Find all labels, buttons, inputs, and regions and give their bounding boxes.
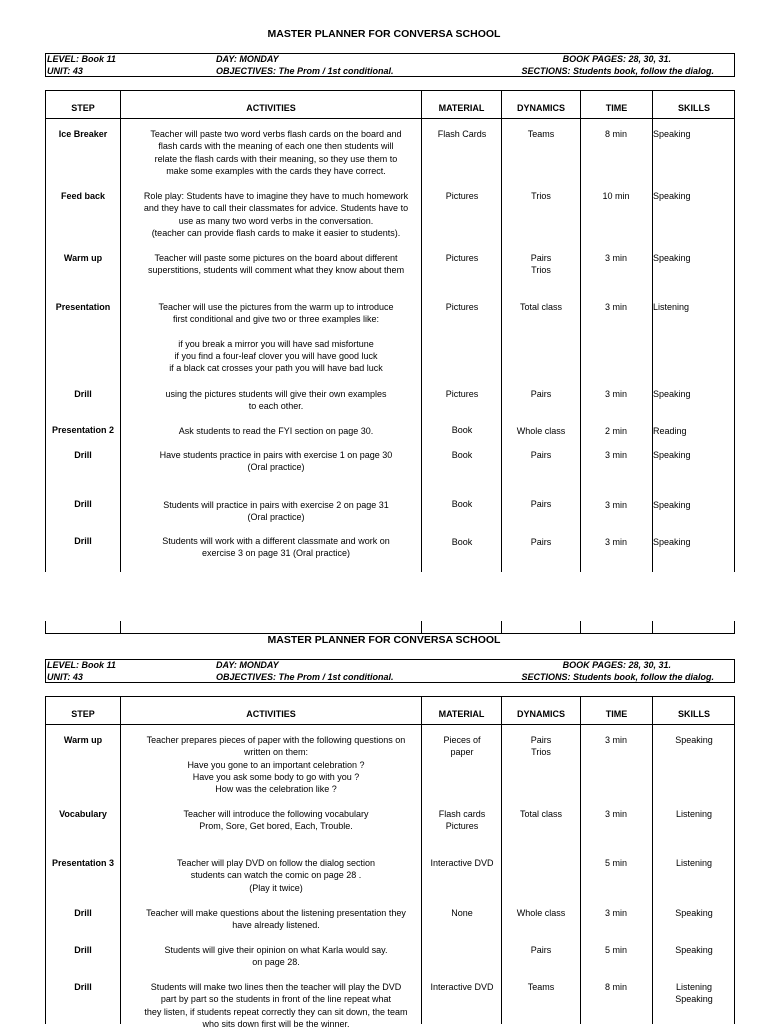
- row-skills: Listening: [675, 809, 713, 819]
- row-dynamics: Total class: [519, 302, 563, 312]
- row-dynamics: Pairs: [530, 450, 552, 460]
- row-material: Interactive DVD: [430, 982, 494, 992]
- row-activities: Role play: Students have to imagine they have to much homework and they have to call their classmates for advice. Students have to use as many two word verbs in the conversation. (teacher can provide flash cards to make it easier to students).: [143, 191, 409, 238]
- row-activities: Teacher will use the pictures from the warm up to introduce first conditional and give two or three examples like: if you break a mirror you will have sad misfortune if you find a four-leaf clover you will have good luck if a black cat crosses your path you will have bad luck: [158, 302, 394, 374]
- row-time: 3 min: [604, 537, 627, 547]
- level-label: LEVEL: Book 11: [47, 54, 116, 64]
- row-activities: Ask students to read the FYI section on page 30.: [178, 426, 374, 436]
- row-step: Presentation 2: [51, 425, 115, 435]
- objectives-label: OBJECTIVES: The Prom / 1st conditional.: [216, 66, 394, 76]
- level-label: LEVEL: Book 11: [47, 660, 116, 670]
- row-dynamics: Pairs Trios: [530, 735, 552, 758]
- planner-1-info-box: [45, 53, 735, 77]
- row-material: Book: [451, 425, 473, 435]
- row-time: 5 min: [604, 945, 627, 955]
- row-step: Drill: [74, 536, 92, 546]
- row-material: Pictures: [445, 302, 479, 312]
- row-dynamics: Total class: [519, 809, 563, 819]
- row-dynamics: Pairs Trios: [530, 253, 552, 276]
- header-time: TIME: [605, 103, 628, 113]
- row-dynamics: Whole class: [516, 426, 566, 436]
- header-step: STEP: [71, 103, 95, 113]
- header-skills: SKILLS: [677, 709, 710, 719]
- row-time: 3 min: [604, 809, 627, 819]
- row-skills: Speaking: [653, 129, 691, 139]
- header-time: TIME: [605, 709, 628, 719]
- row-skills: Listening: [675, 858, 713, 868]
- row-activities: Have students practice in pairs with exercise 1 on page 30 (Oral practice): [159, 450, 393, 473]
- row-time: 2 min: [604, 426, 627, 436]
- book-pages-label: BOOK PAGES: 28, 30, 31.: [562, 54, 671, 64]
- header-material: MATERIAL: [438, 709, 485, 719]
- row-material: Book: [451, 537, 473, 547]
- row-step: Ice Breaker: [58, 129, 108, 139]
- header-dynamics: DYNAMICS: [516, 103, 565, 113]
- row-time: 3 min: [604, 302, 627, 312]
- row-activities: Students will practice in pairs with exercise 2 on page 31 (Oral practice): [163, 500, 389, 523]
- day-label: DAY: MONDAY: [216, 660, 279, 670]
- planner-2-info-box: [45, 659, 735, 683]
- book-pages-label: BOOK PAGES: 28, 30, 31.: [562, 660, 671, 670]
- row-step: Drill: [74, 450, 92, 460]
- header-activities: ACTIVITIES: [246, 103, 296, 113]
- row-time: 5 min: [604, 858, 627, 868]
- row-time: 3 min: [604, 908, 627, 918]
- row-skills: Speaking: [653, 450, 691, 460]
- row-skills: Speaking: [653, 389, 691, 399]
- row-material: Book: [451, 499, 473, 509]
- row-material: Pictures: [445, 253, 479, 263]
- row-step: Drill: [74, 908, 92, 918]
- row-skills: Speaking: [675, 945, 713, 955]
- row-material: Interactive DVD: [430, 858, 494, 868]
- planner-1-title: MASTER PLANNER FOR CONVERSA SCHOOL: [267, 28, 501, 40]
- row-time: 3 min: [604, 253, 627, 263]
- row-material: Flash cards Pictures: [438, 809, 486, 832]
- row-step: Drill: [74, 499, 92, 509]
- row-time: 8 min: [604, 129, 627, 139]
- row-skills: Reading: [653, 426, 687, 436]
- objectives-label: OBJECTIVES: The Prom / 1st conditional.: [216, 672, 394, 682]
- row-dynamics: Pairs: [530, 389, 552, 399]
- row-step: Drill: [74, 945, 92, 955]
- row-time: 10 min: [602, 191, 630, 201]
- sections-label: SECTIONS: Students book, follow the dialog.: [521, 672, 714, 682]
- row-step: Feed back: [60, 191, 106, 201]
- row-activities: Teacher will play DVD on follow the dialog section students can watch the comic on page 28 . (Play it twice): [176, 858, 376, 893]
- row-activities: Teacher prepares pieces of paper with the following questions on written on them: Have you gone to an important celebration ? Have you ask some body to go with you ? How was the celebration like ?: [146, 735, 406, 795]
- row-skills: Speaking: [653, 537, 691, 547]
- table-continuation-fragment: [45, 621, 735, 634]
- row-material: Pictures: [445, 191, 479, 201]
- planner-1-table: [45, 90, 735, 572]
- row-activities: Students will work with a different classmate and work on exercise 3 on page 31 (Oral practice): [162, 536, 390, 559]
- row-dynamics: Teams: [527, 982, 555, 992]
- planner-2-title: MASTER PLANNER FOR CONVERSA SCHOOL: [267, 634, 501, 646]
- row-material: Pictures: [445, 389, 479, 399]
- row-material: None: [451, 908, 473, 918]
- planner-2-table: [45, 696, 735, 1029]
- row-skills: Listening Speaking: [675, 982, 713, 1005]
- row-time: 3 min: [604, 389, 627, 399]
- row-time: 8 min: [604, 982, 627, 992]
- row-dynamics: Teams: [527, 129, 555, 139]
- row-step: Drill: [74, 982, 92, 992]
- row-activities: Students will make two lines then the teacher will play the DVD part by part so the students in front of the line repeat what they listen, if students repeat correctly they can sit down, the team who sits down first will be the winner.: [144, 982, 408, 1029]
- row-skills: Speaking: [653, 253, 691, 263]
- row-skills: Speaking: [653, 191, 691, 201]
- row-activities: Teacher will paste two word verbs flash cards on the board and flash cards with the meaning of each one then students will relate the flash cards with their meaning, so they use them to make some examples with the cards they have correct.: [150, 129, 402, 176]
- header-skills: SKILLS: [677, 103, 710, 113]
- row-step: Drill: [74, 389, 92, 399]
- row-activities: Students will give their opinion on what Karla would say. on page 28.: [164, 945, 388, 968]
- row-step: Presentation: [55, 302, 111, 312]
- row-dynamics: Pairs: [530, 945, 552, 955]
- row-skills: Listening: [653, 302, 690, 312]
- day-label: DAY: MONDAY: [216, 54, 279, 64]
- row-material: Flash Cards: [437, 129, 487, 139]
- row-skills: Speaking: [675, 908, 713, 918]
- row-step: Warm up: [63, 253, 103, 263]
- row-time: 3 min: [604, 450, 627, 460]
- row-skills: Speaking: [653, 500, 691, 510]
- row-step: Vocabulary: [59, 809, 107, 819]
- row-material: Book: [451, 450, 473, 460]
- row-step: Presentation 3: [51, 858, 115, 868]
- row-dynamics: Pairs: [530, 499, 552, 509]
- header-material: MATERIAL: [438, 103, 485, 113]
- row-skills: Speaking: [675, 735, 713, 745]
- unit-label: UNIT: 43: [47, 672, 83, 682]
- row-time: 3 min: [604, 735, 627, 745]
- row-dynamics: Whole class: [516, 908, 566, 918]
- row-activities: using the pictures students will give their own examples to each other.: [165, 389, 387, 412]
- header-activities: ACTIVITIES: [246, 709, 296, 719]
- row-activities: Teacher will make questions about the listening presentation they have already listened.: [146, 908, 406, 931]
- row-activities: Teacher will paste some pictures on the board about different superstitions, students will comment what they know about them: [147, 253, 405, 276]
- row-material: Pieces of paper: [443, 735, 481, 758]
- row-step: Warm up: [63, 735, 103, 745]
- header-dynamics: DYNAMICS: [516, 709, 565, 719]
- unit-label: UNIT: 43: [47, 66, 83, 76]
- header-step: STEP: [71, 709, 95, 719]
- row-dynamics: Trios: [531, 191, 551, 201]
- row-dynamics: Pairs: [530, 537, 552, 547]
- row-time: 3 min: [604, 500, 627, 510]
- sections-label: SECTIONS: Students book, follow the dialog.: [521, 66, 714, 76]
- row-activities: Teacher will introduce the following vocabulary Prom, Sore, Get bored, Each, Trouble.: [183, 809, 369, 832]
